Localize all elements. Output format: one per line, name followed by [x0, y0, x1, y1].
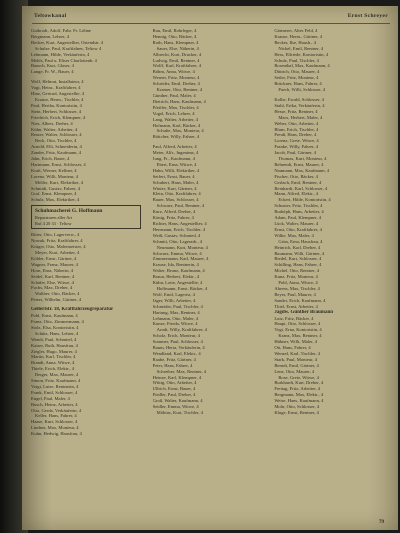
- directory-entry: Kühn, Walter, Arbeiter, 4: [31, 126, 78, 132]
- directory-entry: Weber, Otto, Arbeiter, 4: [274, 120, 319, 126]
- directory-entry: Lutz, Fritz, Bäcker, 4: [274, 315, 314, 321]
- column-1: [31, 28, 147, 516]
- directory-entry: Beck, Otto, Tischler, 4: [35, 138, 77, 144]
- directory-entry: Kuhn, Hedwig, Hausfrau, 4: [31, 431, 82, 437]
- directory-entry: Blum, Erich, Tischler, 4: [274, 126, 319, 132]
- directory-entry: Wendland, Karl, Elektr., 4: [152, 350, 201, 356]
- directory-entry: Engel, Paul, Maler, 4: [31, 395, 70, 401]
- directory-entry: Stark, Paul, Monteur, 4: [274, 356, 318, 362]
- directory-entry: Lehmann, Otto, Maler, 4: [152, 315, 199, 321]
- directory-entry: Günther, Paul, Maler, 4: [152, 92, 196, 98]
- directory-entry: Fuchs, Max, Dreher, 4: [31, 285, 73, 291]
- directory-entry: Rose, Grete, Witwe, 4: [278, 374, 319, 380]
- directory-entry: Hess, Elfriede, Kontoristin, 4: [274, 51, 329, 57]
- directory-entry: Heinze, Karl, Klempner, 4: [152, 374, 202, 380]
- directory-entry: Vogel, Erich, Lehrer, 4: [152, 110, 195, 116]
- directory-entry: Weise, Hans, Kaufmann, 4: [274, 398, 324, 404]
- directory-entry: Kramer, Otto, Rentner, 4: [156, 87, 203, 93]
- column-1-group-b: [31, 79, 147, 203]
- directory-entry: Ritter, Otto, Lagerverw., 4: [31, 232, 80, 238]
- directory-entry: Gutbrodt, Adolf, Fabr. Fr. Löhne: [31, 28, 91, 33]
- directory-entry: Reuter, Walter, Schlosser, 4: [31, 132, 82, 138]
- directory-entry: Neumann, Kurt, Monteur, 4: [156, 244, 208, 250]
- directory-entry: Busch, Heinz, Arbeiter, 4: [31, 401, 78, 407]
- directory-entry: Raabe, Fritz, Gärtner, 4: [152, 356, 196, 362]
- directory-entry: Jacob, Paul, Gärtner, 4: [274, 150, 317, 156]
- column-1-group-d: [31, 313, 147, 437]
- directory-entry: Pfeiffer, Max, Tischler, 4: [152, 104, 199, 110]
- directory-entry: Behrendt, Ernst, Maurer, 4: [274, 161, 324, 167]
- directory-entry: Schulze, Paul, Kraftfahrer, Teltow 4: [35, 45, 102, 51]
- directory-entry: Winter, Kurt, Gärtner, 4: [152, 185, 197, 191]
- directory-entry: Wilke, Max, Maler, 4: [274, 232, 314, 238]
- directory-entry: Schröder, Emil, Dreher, 4: [152, 81, 200, 87]
- directory-entry: Möller, Kurt, Elektriker, 4: [35, 179, 84, 185]
- directory-entry: Keller, Hans, Fahrer, 4: [35, 413, 77, 419]
- directory-entry: Franz, Otto, Zimmermann, 4: [31, 318, 84, 324]
- column-3-group-c: [274, 316, 390, 416]
- directory-entry: Berndt, Emil, Gärtner, 4: [274, 362, 319, 368]
- column-2-group-a: [153, 28, 269, 140]
- directory-entry: Adam, Paul, Klempner, 4: [274, 215, 322, 221]
- directory-entry: Brückner, Hans, Fahrer, 4: [274, 81, 322, 87]
- directory-entry: Richter, Hans, Angestellter, 4: [152, 221, 207, 226]
- text-columns: [31, 28, 390, 516]
- directory-entry: Gärtnerei, Altes Feld, 4: [274, 28, 318, 33]
- directory-entry: Dietrich, Hans, Kaufmann, 4: [152, 98, 206, 104]
- directory-entry: Paul, Hertha, Kontoristin, 4: [31, 102, 82, 108]
- directory-entry: Jahn, Erich, Bauer, 4: [31, 156, 70, 162]
- directory-entry: Becker, Ilse, Haush., 4: [274, 39, 316, 45]
- directory-entry: Böttcher, Willy, Fahrer, 4: [152, 134, 200, 140]
- directory-entry: Burkhardt, Kurt, Dreher, 4: [274, 380, 324, 386]
- directory-entry: Naumann, Max, Kaufmann, 4: [274, 167, 330, 173]
- directory-entry: Zander, Fritz, Kaufmann, 4: [31, 150, 82, 156]
- directory-entry: Voigt, Luise, Rentnerin, 4: [31, 383, 79, 389]
- directory-entry: Grün, Erna, Hausfrau, 4: [278, 238, 323, 244]
- directory-entry: Nickel, Emil, Rentner, 4: [278, 45, 324, 51]
- directory-entry: Zimmermann, Karl, Maurer, 4: [152, 256, 209, 262]
- directory-entry: Franke, Willy, Fahrer, 4: [274, 144, 318, 150]
- directory-entry: Hahn, Willi, Elektriker, 4: [152, 167, 200, 173]
- directory-entry: Wenzel, Karl, Tischler, 4: [274, 350, 320, 356]
- directory-entry: Sauer, Else, Näherin, 4: [156, 45, 199, 51]
- directory-entry: Peter, Hans, Fahrer, 4: [152, 362, 193, 368]
- directory-entry: Hoffmann, Ernst, Bäcker, 4: [156, 285, 208, 291]
- directory-entry: Fiedler, Paul, Dreher, 4: [152, 392, 196, 398]
- directory-entry: Seidel, Karl, Rentner, 4: [31, 273, 75, 279]
- directory-entry: Scholz, Erich, Monteur, 4: [152, 333, 200, 339]
- directory-entry: Kunz, Fritz, Monteur, 4: [274, 274, 318, 280]
- directory-entry: Mohr, Otto, Schlosser, 4: [274, 404, 320, 410]
- directory-entry: Sander, Erich, Kaufmann, 4: [274, 297, 326, 303]
- directory-entry: Thiele, Erich, Elektr., 4: [31, 366, 74, 372]
- directory-entry: Bauer, Max, Schlosser, 4: [152, 197, 199, 203]
- directory-entry: Kluge, Ernst, Rentner, 4: [274, 410, 319, 415]
- directory-entry: Freitag, Fritz, Arbeiter, 4: [274, 386, 321, 392]
- directory-entry: Weiß, Gustav, Schmied, 4: [152, 232, 201, 238]
- directory-entry: Vogt, Heinr., Kraftfahrer, 4: [31, 85, 81, 91]
- directory-entry: Otto, Gerda, Verkäuferin, 4: [31, 407, 82, 413]
- directory-entry: Seifert, Ernst, Bauer, 4: [152, 173, 195, 179]
- column-3-group-b: [274, 97, 390, 310]
- directory-entry: Preuß, Hans, Dreher, 4: [274, 132, 317, 138]
- directory-entry: Bergmann, Lehrer, 4: [31, 33, 69, 39]
- directory-entry: Wittig, Otto, Arbeiter, 4: [152, 380, 197, 386]
- directory-entry: Brandt, Anna, Witwe, 4: [31, 360, 75, 366]
- directory-entry: Schütz, Hans, Lehrer, 4: [35, 330, 79, 336]
- directory-entry: Jäger, Willi, Arbeiter, 4: [152, 297, 196, 303]
- directory-entry: Reinhardt, Karl, Schlosser, 4: [274, 185, 328, 191]
- running-head: [34, 13, 388, 23]
- directory-entry: Ott, Hans, Fahrer, 4: [274, 345, 311, 351]
- directory-entry: Gerlach, Emil, Rentner, 4: [274, 179, 322, 185]
- directory-entry: Michel, Otto, Rentner, 4: [274, 268, 320, 274]
- directory-entry: Beyer, Paul, Maurer, 4: [274, 291, 316, 297]
- directory-entry: Hartung, Max, Rentner, 4: [152, 309, 200, 315]
- directory-entry: Schreiber, Max, Rentner, 4: [156, 368, 207, 374]
- directory-entry: Mehls, Paul u. Eliser Charlottenb. 4: [31, 57, 97, 63]
- directory-entry: Krüger, Otto, Malermeister, 4: [31, 244, 86, 250]
- directory-entry: Marx, Herbert, Maler, 4: [278, 114, 323, 120]
- page-number: 79: [379, 520, 384, 525]
- directory-entry: Arndt, Willy, Kraftfahrer, 4: [156, 327, 207, 333]
- directory-entry: Pohl, Ernst, Kaufmann, 4: [31, 313, 78, 319]
- directory-entry: Nowak, Fritz, Kraftfahrer, 4: [31, 238, 83, 244]
- directory-entry: Schulz, Max, Elektriker, 4: [31, 197, 80, 203]
- directory-entry: Schubert, Hans, Maler, 4: [152, 179, 199, 185]
- directory-entry: Schneider, Paul, Tischler, 4: [152, 303, 203, 309]
- directory-entry: Groß, Walter, Kaufmann, 4: [152, 398, 203, 404]
- directory-entry: Lang, Walter, Arbeiter, 4: [152, 116, 199, 122]
- directory-entry: Paul, Alfred, Arbeiter, 4: [152, 144, 197, 150]
- column-1-group-a: [31, 28, 147, 75]
- directory-entry: Lück, Walter, Maurer, 4: [274, 221, 319, 226]
- directory-entry: Wagner, Franz, Maurer, 4: [31, 261, 78, 267]
- directory-entry: Schilling, Hans, Fahrer, 4: [274, 262, 322, 268]
- directory-entry: Dittrich, Otto, Maurer, 4: [274, 69, 320, 75]
- directory-entry: Baum, Herta, Verkäuferin, 4: [152, 345, 205, 351]
- directory-entry: Pohl, Anna, Witwe, 4: [278, 280, 318, 286]
- directory-entry: Lange, Fr. W., Bauer, 4: [31, 69, 74, 75]
- directory-entry: Peters, Wilhelm, Gärtner, 4: [31, 297, 82, 303]
- directory-entry: Ullrich, Ernst, Bauer, 4: [152, 386, 196, 392]
- street-heading: Gellertstr. 18, Kraftfahrzeugreparatur: [31, 307, 114, 313]
- directory-entry: Meier, Alfr., Ingenieur, 4: [152, 150, 199, 156]
- directory-entry: Kühn, Lotte, Angestellte, 4: [152, 280, 203, 286]
- directory-entry: Krause, Ida, Rentnerin, 4: [152, 262, 199, 268]
- directory-entry: Rudolph, Hans, Arbeiter, 4: [274, 209, 324, 215]
- directory-entry: Krause, Herm., Tischler, 4: [35, 96, 84, 102]
- directory-entry: Sommer, Paul, Schlosser, 4: [152, 339, 203, 345]
- directory-entry: Paech, Willi, Schlosser, 4: [278, 87, 326, 93]
- directory-entry: Eckert, Hilde, Kontoristin, 4: [278, 197, 331, 203]
- running-head-left: Teltowkanal: [34, 13, 67, 19]
- directory-entry: Riedel, Kurt, Schlosser, 4: [274, 256, 322, 262]
- directory-entry: Wolf, Helmut, Installateur, 4: [31, 79, 84, 85]
- directory-entry: Hesse, Fritz, Rentner, 4: [274, 108, 318, 114]
- directory-entry: Lorenz, Grete, Witwe, 4: [274, 138, 319, 144]
- directory-entry: Schmidt, Gustav, Fahrer, 4: [31, 185, 81, 191]
- directory-entry: Meyer, Kurt, Arbeiter, 4: [35, 250, 80, 255]
- directory-entry: Kurz, Alfred, Dreher, 4: [152, 209, 196, 215]
- header-rule: [32, 23, 390, 24]
- column-1-group-c: [31, 232, 147, 303]
- directory-entry: Werner, Fritz, Monteur, 4: [152, 75, 200, 81]
- directory-entry: Wolf, Emil, Lagerist, 4: [152, 291, 195, 297]
- directory-entry: Braun, Herbert, Elektr., 4: [152, 274, 200, 280]
- directory-entry: Nies, Albert, Dreher, 4: [31, 120, 73, 126]
- directory-entry: Friedrich, Erich, Klempner, 4: [31, 114, 86, 120]
- column-3-group-a: [274, 28, 390, 93]
- directory-entry: Walter, Bruno, Kaufmann, 4: [152, 268, 205, 274]
- directory-entry: Lenz, Otto, Maurer, 4: [274, 368, 315, 374]
- directory-entry: Seiler, Fritz, Monteur, 4: [274, 75, 319, 81]
- directory-entry: Lorenz, Willi, Monteur, 4: [31, 173, 79, 179]
- directory-entry: Baumann, Willi, Gärtner, 4: [274, 250, 325, 256]
- directory-entry: Köhler, Ernst, Gärtner, 4: [31, 255, 77, 261]
- directory-entry: Wolff, Karl, Kraftfahrer, 4: [152, 63, 202, 69]
- directory-entry: Lindner, Max, Monteur, 4: [31, 425, 79, 431]
- advertisement-title: Schuhmacherei G. Hoffmann: [35, 208, 103, 215]
- section-heading: Jagdw. Günther Braumann: [274, 309, 334, 315]
- directory-entry: Kaiser, Ruth, Hausfrau, 4: [31, 342, 78, 348]
- directory-entry: Wendt, Paul, Schmied, 4: [31, 336, 77, 342]
- directory-entry: Hinz, Gertrud, Angestellte, 4: [31, 91, 85, 97]
- directory-entry: Ziegler, Hugo, Maurer, 4: [31, 348, 77, 354]
- directory-entry: Walther, Otto, Bäcker, 4: [35, 291, 80, 297]
- directory-entry: Mann, Alfred, Elektr., 4: [274, 191, 319, 197]
- directory-entry: Schwarz, Emma, Witwe, 4: [152, 250, 202, 256]
- directory-entry: Hofmann, Karl, Bäcker, 4: [152, 122, 201, 128]
- directory-entry: Schulte, Max, Monteur, 4: [156, 128, 204, 134]
- directory-entry: Kranz, Max, Rentner, 4: [278, 333, 322, 339]
- directory-entry: Rosenthal, Max, Kaufmann, 4: [274, 63, 330, 69]
- directory-entry: Hübner, Willi, Maler, 4: [274, 339, 318, 345]
- directory-entry: Hennig, Otto, Bäcker, 4: [152, 33, 197, 39]
- directory-entry: Hartmann, Ernst, Schlosser, 4: [31, 161, 86, 167]
- directory-entry: Kunze, Frieda, Witwe, 4: [152, 321, 198, 327]
- directory-entry: Jung, Fr., Kaufmann, 4: [152, 156, 195, 162]
- column-3: [274, 28, 390, 516]
- directory-page: [22, 6, 398, 530]
- directory-entry: Haase, Kurt, Schlosser, 4: [31, 419, 78, 425]
- directory-entry: Lehmann, Hilde, Verkäuferin, 4: [31, 51, 90, 57]
- directory-entry: Schulz, Paul, Tischler, 4: [274, 57, 319, 63]
- directory-entry: Herrmann, Erich, Tischler, 4: [152, 226, 206, 232]
- directory-entry: Kolbe, Ewald, Schlosser, 4: [274, 96, 324, 102]
- column-2: [153, 28, 269, 516]
- directory-entry: Thomas, Kurt, Monteur, 4: [278, 156, 327, 162]
- directory-entry: Schuster, Fritz, Tischler, 4: [274, 203, 323, 209]
- directory-entry: Rau, Emil, Rohrleger, 4: [152, 28, 197, 33]
- directory-entry: Stolz, Elsa, Kontoristin, 4: [31, 324, 79, 330]
- directory-entry: Simon, Fritz, Kaufmann, 4: [31, 378, 81, 384]
- directory-entry: Böhm, Anna, Witwe, 4: [152, 69, 195, 75]
- directory-entry: Fischer, Otto, Bäcker, 4: [274, 173, 318, 179]
- directory-entry: Schmitt, Otto, Lagerarb., 4: [152, 238, 203, 244]
- directory-entry: Klein, Otto, Kraftfahrer, 4: [152, 191, 201, 197]
- running-head-right: Ernst Schreyer: [347, 13, 388, 19]
- directory-entry: Kraft, Werner, Kellner, 4: [31, 167, 77, 173]
- directory-entry: Vogt, Erna, Kontoristin, 4: [274, 327, 322, 333]
- directory-entry: Ludwig, Emil, Rentner, 4: [152, 57, 200, 63]
- directory-entry: Möbius, Kurt, Tischler, 4: [156, 410, 203, 415]
- directory-entry: König, Fritz, Fahrer, 4: [152, 215, 194, 221]
- advertisement-line: Reparaturen aller Art: [35, 215, 73, 221]
- directory-entry: Becker, Kurt, Angestellter, Ostendstr. 4: [31, 39, 104, 45]
- directory-entry: Thiel, Ernst, Arbeiter, 4: [274, 303, 318, 309]
- directory-entry: Roth, Hans, Klempner, 4: [152, 39, 199, 45]
- directory-entry: Ebert, Erna, Witwe, 4: [156, 161, 197, 167]
- column-2-group-b: [153, 144, 269, 416]
- directory-entry: Martin, Karl, Tischler, 4: [31, 354, 76, 360]
- advertisement-box: [31, 205, 141, 229]
- directory-entry: Ahrens, Max, Tischler, 4: [274, 285, 320, 291]
- directory-entry: Bausch, Kurt, Glaser, 4: [31, 63, 74, 69]
- directory-entry: Albrecht, Kurt, Drucker, 4: [152, 51, 202, 57]
- directory-entry: Krause, Herm., Gärtner, 4: [274, 33, 322, 39]
- directory-entry: Bergmann, Max, Elektr., 4: [274, 392, 324, 398]
- directory-entry: Schäfer, Else, Witwe, 4: [31, 279, 74, 285]
- directory-entry: Graf, Ernst, Klempner, 4: [31, 191, 77, 197]
- directory-entry: Schwarz, Paul, Rentner, 4: [156, 203, 205, 209]
- directory-entry: Haupt, Otto, Schlosser, 4: [274, 321, 321, 327]
- directory-entry: Stein, Herbert, Schlosser, 4: [31, 108, 82, 114]
- directory-entry: Seidler, Emma, Witwe, 4: [152, 404, 199, 410]
- directory-entry: Frank, Emil, Schlosser, 4: [31, 389, 78, 395]
- directory-entry: Stahl, Erika, Verkäuferin, 4: [274, 102, 325, 108]
- advertisement-line: Ruf 4 20 33 · Teltow: [35, 220, 72, 226]
- directory-entry: Ernst, Otto, Kraftfahrer, 4: [274, 226, 322, 232]
- directory-entry: Heinrich, Karl, Dreher, 4: [274, 244, 321, 250]
- directory-entry: Horn, Erna, Näherin, 4: [31, 267, 74, 273]
- directory-entry: Berger, Max, Maurer, 4: [35, 372, 79, 378]
- directory-entry: Arnold, Elli, Schneiderin, 4: [31, 144, 82, 150]
